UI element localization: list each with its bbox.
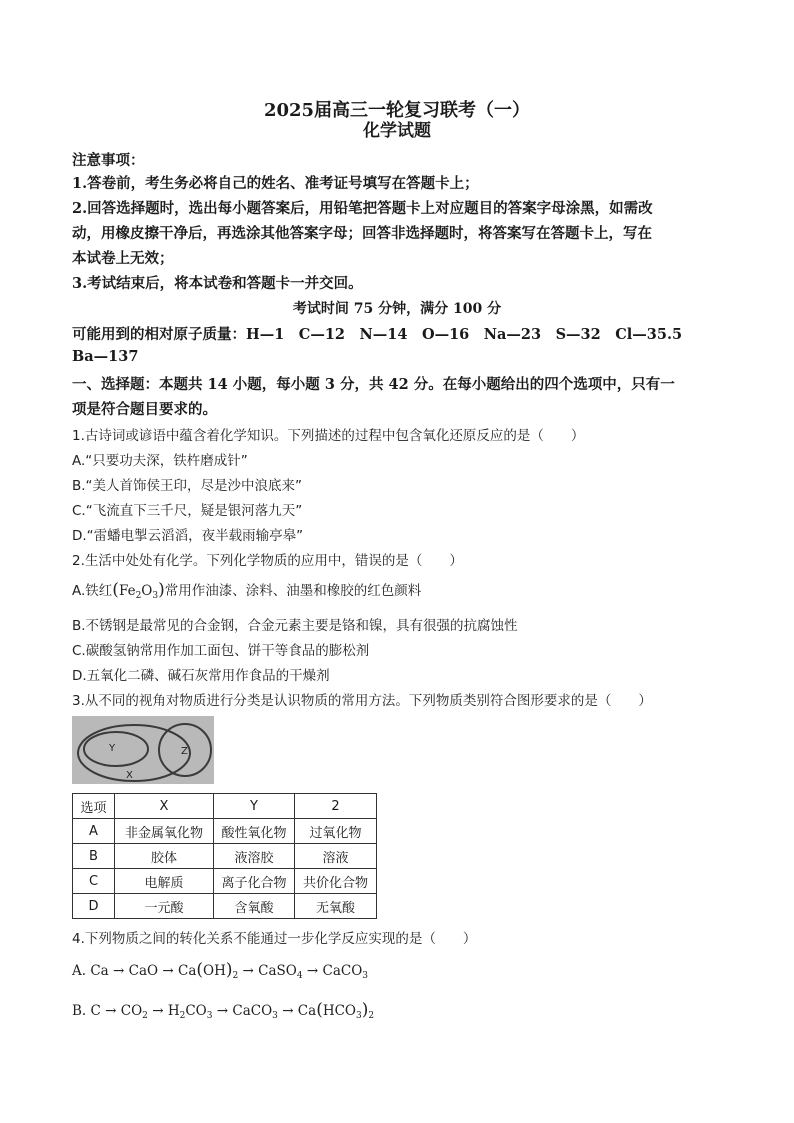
exam-title: 2025届高三一轮复习联考（一）: [263, 100, 531, 121]
table-header-cell: X: [115, 794, 214, 819]
notice-item-3: 3.考试结束后，将本试卷和答题卡一并交回。: [72, 275, 363, 292]
table-cell: 电解质: [115, 869, 214, 894]
exam-info: 考试时间 75 分钟，满分 100 分: [292, 301, 502, 317]
arrow-icon: →: [105, 1003, 117, 1019]
venn-label-x: X: [126, 770, 133, 781]
atomic-mass-line-2: Ba—137: [72, 348, 139, 365]
table-header-row: [73, 794, 377, 819]
table-cell: 无氧酸: [295, 894, 377, 919]
table-cell: 酸性氧化物: [214, 819, 295, 844]
notice-item-2-line-3: 本试卷上无效；: [72, 250, 174, 267]
table-cell: D: [73, 894, 115, 919]
arrow-icon: →: [242, 963, 254, 979]
q2-option-d: D.五氧化二磷、碱石灰常用作食品的干燥剂: [72, 668, 330, 684]
q1-option-d: D.“雷蟠电掣云滔滔，夜半载雨输亭皋”: [72, 528, 304, 544]
section-heading-line-2: 项是符合题目要求的。: [72, 401, 217, 418]
table-row: [73, 819, 377, 844]
venn-diagram: [72, 716, 214, 784]
formula-ca-oh-2: $Ca(OH)_2$: [178, 960, 239, 981]
table-cell: 含氧酸: [214, 894, 295, 919]
q3-stem: 3.从不同的视角对物质进行分类是认识物质的常用方法。下列物质类别符合图形要求的是（ ）: [72, 693, 652, 709]
arrow-icon: →: [162, 963, 174, 979]
subject-title: 化学试题: [363, 121, 431, 141]
q1-option-a: A.“只要功夫深，铁杵磨成针”: [72, 453, 248, 469]
formula-co2: $CO_2$: [120, 1003, 148, 1021]
table-row: [73, 869, 377, 894]
table-cell: B: [73, 844, 115, 869]
q2-option-a-text: 常用作油漆、涂料、油墨和橡胶的红色颜料: [164, 583, 422, 599]
venn-label-z: Z: [181, 746, 188, 757]
table-cell: 液溶胶: [214, 844, 295, 869]
table-cell: C: [73, 869, 115, 894]
arrow-icon: →: [282, 1003, 294, 1019]
q4-stem: 4.下列物质之间的转化关系不能通过一步化学反应实现的是（ ）: [72, 931, 477, 947]
table-header-cell: 2: [295, 794, 377, 819]
q2-option-c: C.碳酸氢钠常用作加工面包、饼干等食品的膨松剂: [72, 643, 370, 659]
formula-caco3: CaCO$_3$: [232, 1003, 278, 1021]
q2-stem: 2.生活中处处有化学。下列化学物质的应用中，错误的是（ ）: [72, 553, 463, 569]
table-cell: 溶液: [295, 844, 377, 869]
q4-option-b: B. $C \to CO_2 \to H_2CO_3$ → CaCO$_3$ → $Ca(HCO_3)_2$: [72, 1000, 375, 1021]
q2-option-a: [72, 579, 421, 601]
section-heading-line-1: 一、选择题：本题共 14 小题，每小题 3 分，共 42 分。在每小题给出的四个选项中，只有一: [72, 376, 675, 393]
venn-label-y: Y: [109, 743, 116, 754]
table-row: [73, 894, 377, 919]
table-cell: 共价化合物: [295, 869, 377, 894]
q3-options-table: [72, 793, 377, 919]
arrow-icon: →: [152, 1003, 164, 1019]
table-row: [73, 844, 377, 869]
table-cell: 胶体: [115, 844, 214, 869]
venn-circle-y: [84, 732, 148, 766]
table-header-cell: 选项: [73, 794, 115, 819]
table-cell: 一元酸: [115, 894, 214, 919]
arrow-icon: →: [216, 1003, 229, 1019]
q2-option-b: B.不锈钢是最常见的合金钢，合金元素主要是铬和镍，具有很强的抗腐蚀性: [72, 618, 518, 634]
table-cell: 过氧化物: [295, 819, 377, 844]
notice-heading: 注意事项：: [72, 152, 145, 169]
formula-ca-hco3-2: $Ca(HCO_3)_2$: [297, 1000, 375, 1021]
notice-item-2-line-2: 动，用橡皮擦干净后，再选涂其他答案字母；回答非选择题时，将答案写在答题卡上，写在: [72, 225, 652, 242]
q1-option-b: B.“美人首饰侯王印，尽是沙中浪底来”: [72, 478, 303, 494]
atomic-mass-line-1: 可能用到的相对原子质量：H—1 C—12 N—14 O—16 Na—23 S—32 Cl—35.5: [72, 326, 683, 343]
formula-caso4: CaSO$_4$: [258, 963, 303, 981]
q2-option-a-prefix: A.铁红: [72, 583, 113, 599]
table-cell: A: [73, 819, 115, 844]
arrow-icon: →: [306, 963, 319, 979]
table-cell: 离子化合物: [214, 869, 295, 894]
table-header-cell: Y: [214, 794, 295, 819]
q4-option-a: A. Ca → CaO → $Ca(OH)_2$ → CaSO$_4$ → CaCO$_3$: [72, 960, 369, 981]
formula-caco3: CaCO$_3$: [322, 963, 369, 981]
venn-diagram-svg: [72, 716, 214, 784]
table-cell: 非金属氧化物: [115, 819, 214, 844]
q1-stem: 1.古诗词或谚语中蕴含着化学知识。下列描述的过程中包含氧化还原反应的是（ ）: [72, 428, 585, 444]
arrow-icon: →: [113, 963, 125, 979]
notice-item-2-line-1: 2.回答选择题时，选出每小题答案后，用铅笔把答题卡上对应题目的答案字母涂黑，如需改: [72, 200, 653, 217]
formula-h2co3: $H_2CO_3$: [167, 1003, 213, 1021]
q1-option-c: C.“飞流直下三千尺，疑是银河落九天”: [72, 503, 303, 519]
notice-item-1: 1.答卷前，考生务必将自己的姓名、准考证号填写在答题卡上；: [72, 175, 479, 192]
fe2o3-formula: $(Fe_2O_3)$: [112, 580, 165, 601]
